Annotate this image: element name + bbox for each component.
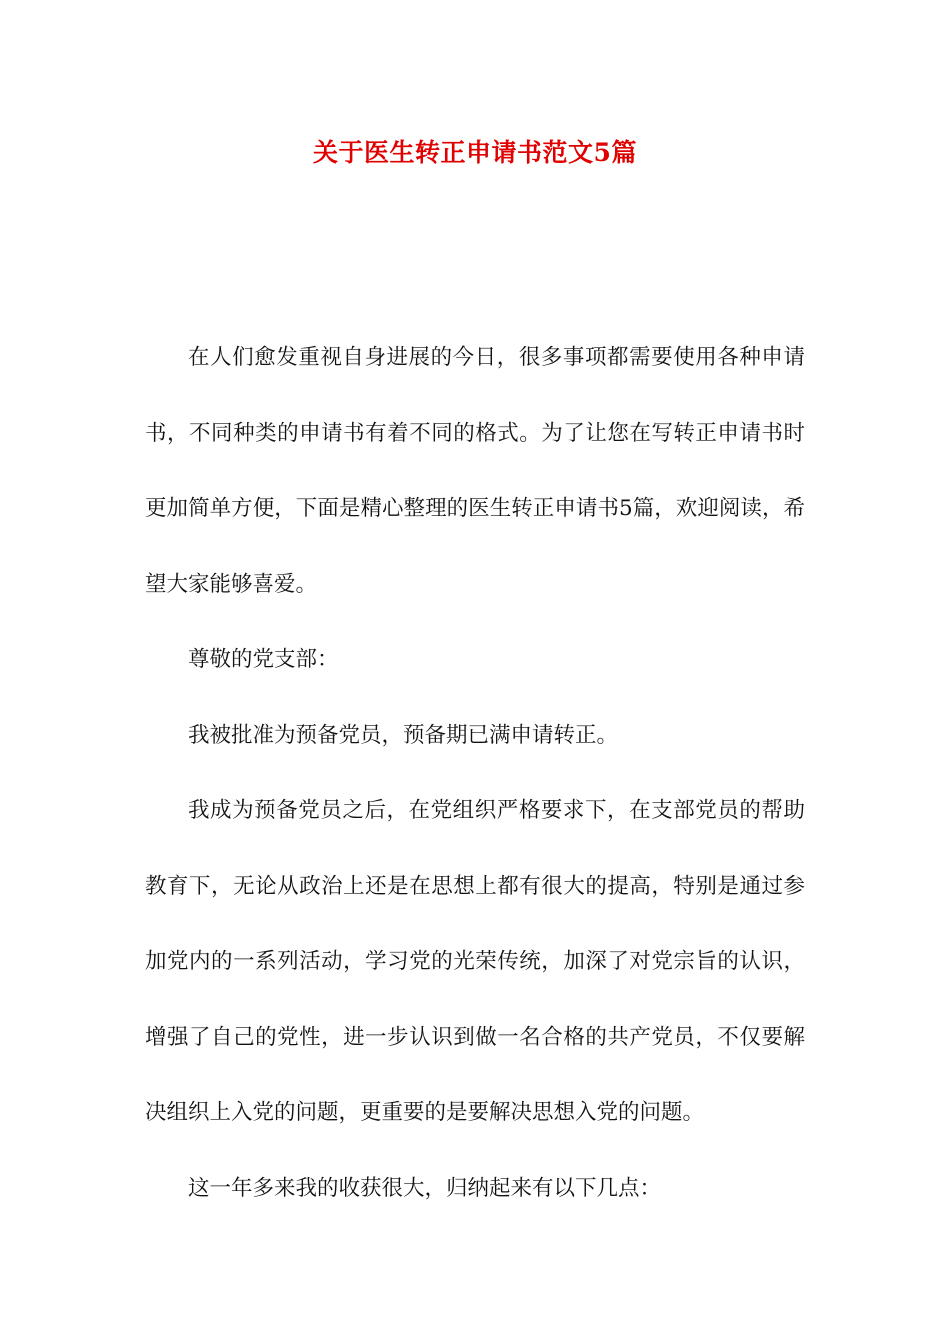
- paragraph-progress: 我成为预备党员之后，在党组织严格要求下，在支部党员的帮助教育下，无论从政治上还是在思想上都有很大的提高，特别是通过参加党内的一系列活动，学习党的光荣传统，加深了对党宗旨的认识，增强了自己的党性，进一步认识到做一名合格的共产党员，不仅要解决组织上入党的问题，更重要的是要解决思想入党的问题。: [145, 798, 805, 1125]
- paragraph-request: 我被批准为预备党员，预备期已满申请转正。: [188, 722, 619, 748]
- paragraph-salutation: 尊敬的党支部：: [188, 647, 339, 672]
- paragraph-intro: 在人们愈发重视自身进展的今日，很多事项都需要使用各种申请书，不同种类的申请书有着不同的格式。为了让您在写转正申请书时更加简单方便，下面是精心整理的医生转正申请书5篇，欢迎阅读，希望大家能够喜爱。: [145, 345, 805, 597]
- document-body: [145, 320, 805, 1226]
- document-title: 关于医生转正申请书范文5篇: [313, 138, 637, 167]
- paragraph-summary: 这一年多来我的收获很大，归纳起来有以下几点：: [188, 1175, 662, 1201]
